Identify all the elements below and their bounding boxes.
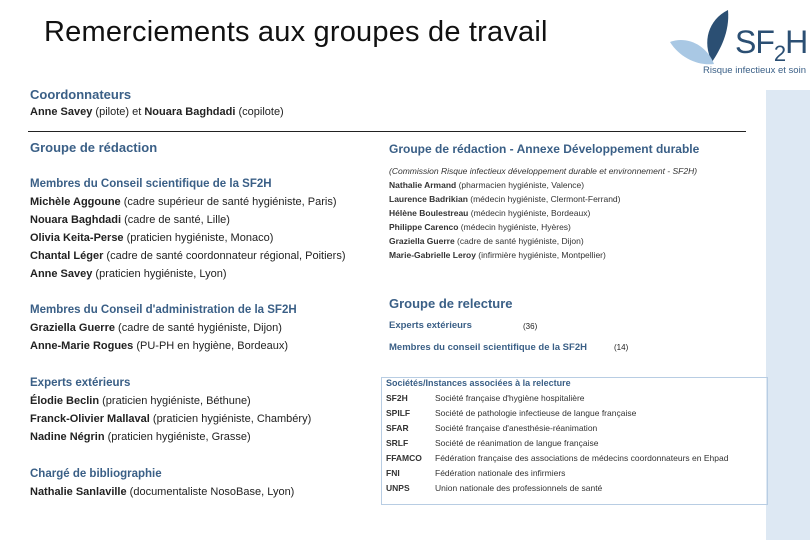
relecture-conseil-count: (14) [614, 343, 629, 352]
list-item: Hélène Boulestreau (médecin hygiéniste, Bordeaux) [389, 208, 591, 218]
list-item: Laurence Badrikian (médecin hygiéniste, Clermont-Ferrand) [389, 194, 621, 204]
coordinators-line: Anne Savey (pilote) et Nouara Baghdadi (copilote) [30, 106, 284, 118]
coordinators-heading: Coordonnateurs [30, 87, 132, 102]
experts-heading: Experts extérieurs [30, 377, 131, 389]
list-item: Graziella Guerre (cadre de santé hygiéniste, Dijon) [389, 236, 584, 246]
list-item: Élodie Beclin (praticien hygiéniste, Béthune) [30, 395, 251, 407]
logo-tagline: Risque infectieux et soin [703, 65, 806, 76]
societies-heading: Sociétés/Instances associées à la relecture [386, 378, 571, 388]
list-item: Chantal Léger (cadre de santé coordonnateur régional, Poitiers) [30, 250, 346, 262]
list-item: Philippe Carenco (médecin hygiéniste, Hyères) [389, 222, 571, 232]
relecture-experts-label: Experts extérieurs [389, 320, 472, 331]
table-row: SRLF Société de réanimation de langue française [386, 438, 599, 448]
table-row: SF2H Société française d'hygiène hospitalière [386, 393, 585, 403]
list-item: Nathalie Sanlaville (documentaliste NosoBase, Lyon) [30, 486, 295, 498]
list-item: Franck-Olivier Mallaval (praticien hygiéniste, Chambéry) [30, 413, 312, 425]
page-title: Remerciements aux groupes de travail [44, 16, 548, 48]
conseil-administration-heading: Membres du Conseil d'administration de la SF2H [30, 304, 297, 316]
relecture-heading: Groupe de relecture [389, 296, 513, 311]
list-item: Michèle Aggoune (cadre supérieur de santé hygiéniste, Paris) [30, 196, 337, 208]
list-item: Nadine Négrin (praticien hygiéniste, Grasse) [30, 431, 251, 443]
relecture-conseil-label: Membres du conseil scientifique de la SF2H [389, 342, 587, 353]
annexe-commission: (Commission Risque infectieux développement durable et environnement - SF2H) [389, 166, 698, 176]
table-row: UNPS Union nationale des professionnels de santé [386, 483, 603, 493]
table-row: SPILF Société de pathologie infectieuse de langue française [386, 408, 637, 418]
table-row: SFAR Société française d'anesthésie-réanimation [386, 423, 598, 433]
relecture-experts-count: (36) [523, 322, 538, 331]
table-row: FFAMCO Fédération française des associations de médecins coordonnateurs en Ehpad [386, 453, 729, 463]
decorative-side-strip [766, 90, 810, 540]
redaction-heading: Groupe de rédaction [30, 140, 158, 155]
list-item: Nathalie Armand (pharmacien hygiéniste, Valence) [389, 180, 585, 190]
list-item: Graziella Guerre (cadre de santé hygiéniste, Dijon) [30, 322, 282, 334]
annexe-heading: Groupe de rédaction - Annexe Développement durable [389, 142, 700, 156]
list-item: Anne-Marie Rogues (PU-PH en hygiène, Bordeaux) [30, 340, 288, 352]
list-item: Nouara Baghdadi (cadre de santé, Lille) [30, 214, 230, 226]
divider [28, 131, 746, 132]
table-row: FNI Fédération nationale des infirmiers [386, 468, 566, 478]
list-item: Marie-Gabrielle Leroy (infirmière hygiéniste, Montpellier) [389, 250, 606, 260]
bibliographie-heading: Chargé de bibliographie [30, 468, 162, 480]
logo-brand: $SF_2H$ [735, 24, 808, 66]
list-item: Anne Savey (praticien hygiéniste, Lyon) [30, 268, 227, 280]
list-item: Olivia Keita-Perse (praticien hygiéniste, Monaco) [30, 232, 274, 244]
conseil-scientifique-heading: Membres du Conseil scientifique de la SF2H [30, 178, 272, 190]
